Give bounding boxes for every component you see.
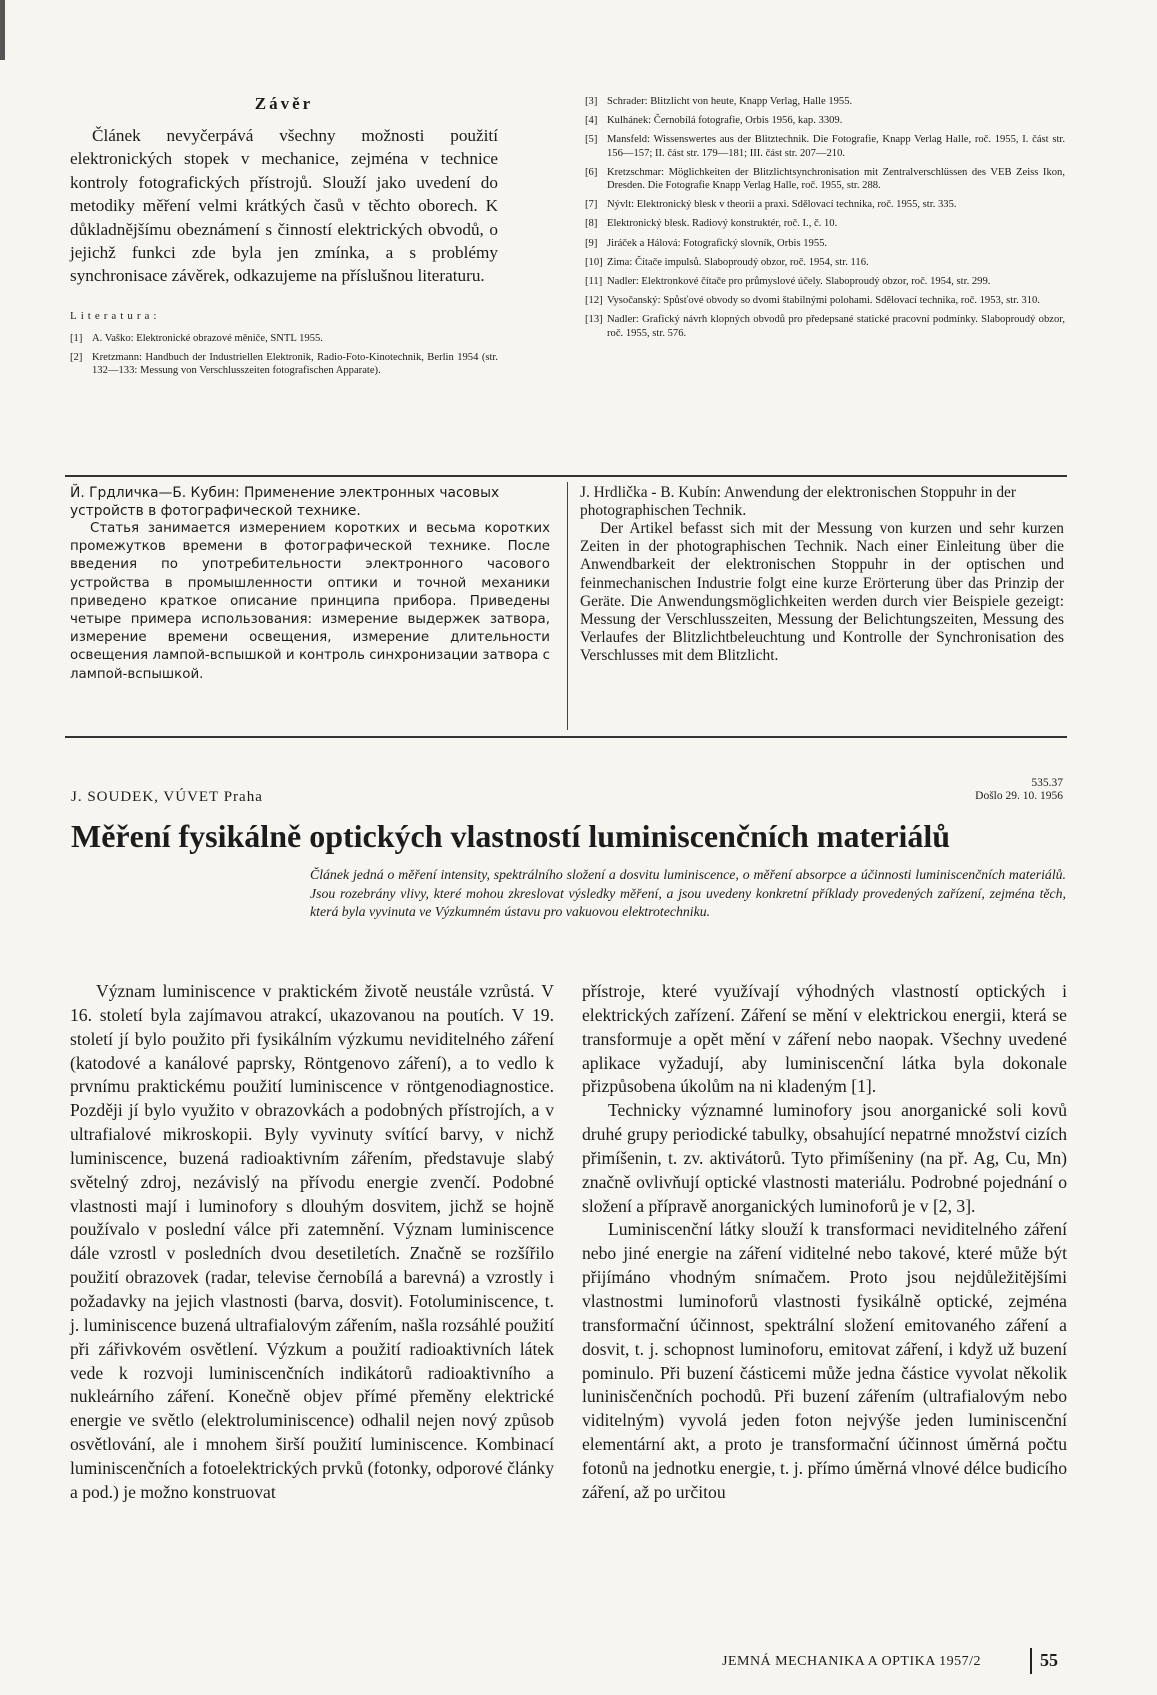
section-divider [65, 475, 1067, 477]
article-paragraph: Technicky významné luminofory jsou anorganické soli kovů druhé grupy periodické tabulky, obsahující nepatrné množství cizích přimíšenin, t. zv. aktivátorů. Tyto přimíšeniny (na př. Ag, Cu, Mn) značně ovlivňují optické vlastnosti materiálu. Podrobné pojednání o složení a přípravě anorganických luminoforů je v [2, 3]. [582, 1100, 1067, 1216]
reference-item: [1] A. Vaško: Elektronické obrazové měniče, SNTL 1955. [70, 332, 323, 344]
reference-item: [3] Schrader: Blitzlicht von heute, Knapp Verlag, Halle 1955. [585, 96, 853, 107]
reference-item: [12] Vysočanský: Spůsťové obvody so dvomi štabilnými polohami. Sdělovací technika, roč. 1953, str. 310. [585, 295, 1040, 307]
reference-item: [5] Mansfeld: Wissenswertes aus der Blitztechnik. Die Fotografie, Knapp Verlag Halle, roč. 1955, I. část str. 156—157; II. část str. 179—181; III. část str. 207—210. [585, 134, 1065, 159]
abstract-german-text: Der Artikel befasst sich mit der Messung von kurzen und sehr kurzen Zeiten in der photographischen Technik. Nach einer Einleitung über die Anwendbarkeit der elektronischen Stoppuhr in der optischen und feinmechanischen Industrie folgt eine kurze Erörterung über das Prinzip der Geräte. Die Anwendungsmöglichkeiten werden durch vier Beispiele gezeigt: Messung der Verschlusszeiten, Messung der Belichtungszeiten, Messung des Verlaufes der Blitzlichtbeleuchtung und Kontrolle der Synchronisation des Verschlusses mit dem Blitzlicht. [580, 520, 1064, 665]
footer-separator [1030, 1648, 1032, 1674]
article-paragraph: Význam luminiscence v praktickém životě neustále vzrůstá. V 16. století byla zajímavou atrakcí, ukazovanou na poutích. V 19. století jí bylo použito při fysikálním výzkumu neviditelného záření (katodové a kanálové paprsky, Röntgenovo záření), a to vedlo k prvnímu praktickému použití luminiscence v röntgenodiagnostice. Později jí bylo využito v obrazovkách a podobných přístrojích, a v ultrafialové mikroskopii. Byly vyvinuty svítící barvy, v nichž luminiscence, buzená radioaktivním zářením, představuje slabý světelný zdroj, nezávislý na přívodu energie zvenčí. Podobné vlastnosti mají i luminofory s dlouhým dosvitem, jichž se hojně používalo v poslední válce při zatemnění. Význam luminiscence dále vzrostl v posledních dvou desetiletích. Značně se rozšířilo použití obrazovek (radar, televise černobílá a barevná) a vzrostly i požadavky na jejich vlastnosti (barva, dosvit). Fotoluminiscence, t. j. luminiscence buzená ultrafialovým zářením, našla rozsáhlé použití při zářivkovém osvětlení. Výzkum a použití radioaktivních látek vede k rozvoji luminiscenčních indikátorů radioaktivního a nukleárního záření. Konečně objev přímé přeměny elektrické energie ve světlo (elektroluminiscence) odhalil nejen nový způsob osvětlování, ale i mnohem širší použití luminiscence. Kombinací luminiscenčních a fotoelektrických prvků (fotonky, odporové články a pod.) je možno konstruovat [70, 981, 554, 1502]
abstract-german [580, 484, 1064, 666]
reference-item: [6] Kretzschmar: Möglichkeiten der Blitzlichtsynchronisation mit Zentralverschlüssen des VEB Zeiss Ikon, Dresden. Die Fotografie Knapp Verlag Halle, roč. 1955, str. 288. [585, 166, 1065, 192]
conclusion-section [70, 94, 498, 383]
conclusion-text: Článek nevyčerpává všechny možnosti použití elektronických stopek v mechanice, zejména v technice kontroly fotografických přístrojů. Slouží jako uvedení do metodiky měření velmi krátkých časů v těchto oborech. K důkladnějšímu obeznámení s činností elektrických obvodů, o jejichž funkci zde byla jen zmínka, a s problémy synchronisace závěrek, odkazujeme na příslušnou literaturu. [70, 126, 498, 286]
section-divider [65, 736, 1067, 738]
journal-footer: JEMNÁ MECHANIKA A OPTIKA 1957/2 [722, 1654, 981, 1669]
reference-item: [4] Kulhánek: Černobílá fotografie, Orbis 1956, kap. 3309. [585, 115, 843, 127]
article-paragraph: přístroje, které využívají výhodných vlastností optických i elektrických zařízení. Záření se mění v elektrickou energii, která se transformuje a opět mění v záření nebo naopak. Všechny uvedené aplikace vyžadují, aby luminiscenční látka byla dokonale přizpůsobena úkolům na ni kladeným [1]. [582, 981, 1067, 1097]
reference-item: [13] Nadler: Grafický návrh klopných obvodů pro předepsané statické pracovní podmínky. Slaboproudý obzor, roč. 1955, str. 576. [585, 314, 1065, 339]
article-author: J. SOUDEK, VÚVET Praha [71, 789, 263, 805]
article-paragraph: Luminiscenční látky slouží k transformaci neviditelného záření nebo jiné energie na záření viditelné nebo takové, které může být přijímáno vhodným snímačem. Proto jsou nejdůležitějšími vlastnostmi luminoforů vlastnosti fysikálně optické, zejména transformační účinnost, spektrální složení emitovaného záření a dosvit, t. j. schopnost luminoforu, emitovat záření, i když už buzení pominulo. Při buzení částicemi může jedna částice vyvolat několik luninisčenčních pochodů. Při buzení zářením (ultrafialovým nebo viditelným) vyvolá jeden foton nejvýše jeden luminiscenční elementární akt, a proto je transformační účinnost úměrná počtu fotonů na jednotku energie, t. j. přímo úměrná vlnové délce budicího záření, až po určitou [582, 1219, 1067, 1502]
received-date: Došlo 29. 10. 1956 [975, 790, 1063, 802]
abstract-column-divider [567, 482, 568, 730]
conclusion-heading: Závěr [254, 94, 314, 113]
page-edge-shadow [0, 0, 5, 60]
udc-number: 535.37 [1031, 777, 1063, 789]
refs-right-list [585, 95, 1065, 346]
abstract-russian [70, 484, 550, 684]
reference-item: [7] Nývlt: Elektronický blesk v theorii a praxi. Sdělovací technika, roč. 1955, str. 335. [585, 199, 957, 211]
reference-item: [11] Nadler: Elektronkové čítače pro průmyslové účely. Slaboproudý obzor, roč. 1954, str. 299. [585, 276, 991, 288]
article-classification [975, 777, 1063, 803]
article-abstract: Článek jedná o měření intensity, spektrálního složení a dosvitu luminiscence, o měření absorpce a účinnosti luminiscenčních materiálů. Jsou rozebrány vlivy, které mohou zkreslovat výsledky měření, a jsou uvedeny konkretní příklady provedených zařízení, zejména těch, která byla vyvinuta ve Výzkumném ústavu pro vakuovou elektrotechniku. [310, 867, 1066, 920]
reference-item: [2] Kretzmann: Handbuch der Industriellen Elektronik, Radio-Foto-Kinotechnik, Berlin 1954 (str. 132—133: Messung von Verschlusszeiten fotografischen Apparate). [70, 352, 498, 377]
article-right-column [582, 980, 1067, 1505]
refs-left-list [70, 332, 498, 378]
reference-item: [9] Jiráček a Hálová: Fotografický slovník, Orbis 1955. [585, 237, 828, 249]
article-left-column [70, 980, 554, 1505]
reference-item: [10] Zima: Čítače impulsů. Slaboproudý obzor, roč. 1954, str. 116. [585, 256, 869, 268]
abstract-german-title: J. Hrdlička - B. Kubín: Anwendung der elektronischen Stoppuhr in der photographischen Technik. [580, 484, 1016, 519]
article-title: Měření fysikálně optických vlastností luminiscenčních materiálů [71, 818, 951, 854]
abstract-russian-text: Статья занимается измерением коротких и весьма коротких промежутков времени в фотографической технике. После введения по употребительности электронного часового устройства в промышленности оптики и точной механики приведено краткое описание принципа прибора. Приведены четыре примера использования: измерение выдержек затвора, измерение времени освещения, измерение длительности освещения лампой-вспышкой и контроль синхронизации затвора с лампой-вспышкой. [70, 521, 550, 682]
literature-label: Literatura: [70, 309, 161, 322]
page-number: 55 [1040, 1650, 1058, 1670]
reference-item: [8] Elektronický blesk. Radiový konstruktér, roč. I., č. 10. [585, 218, 838, 230]
abstract-russian-title: Й. Грдличка—Б. Кубин: Применение электронных часовых устройств в фотографической технике. [70, 485, 500, 519]
